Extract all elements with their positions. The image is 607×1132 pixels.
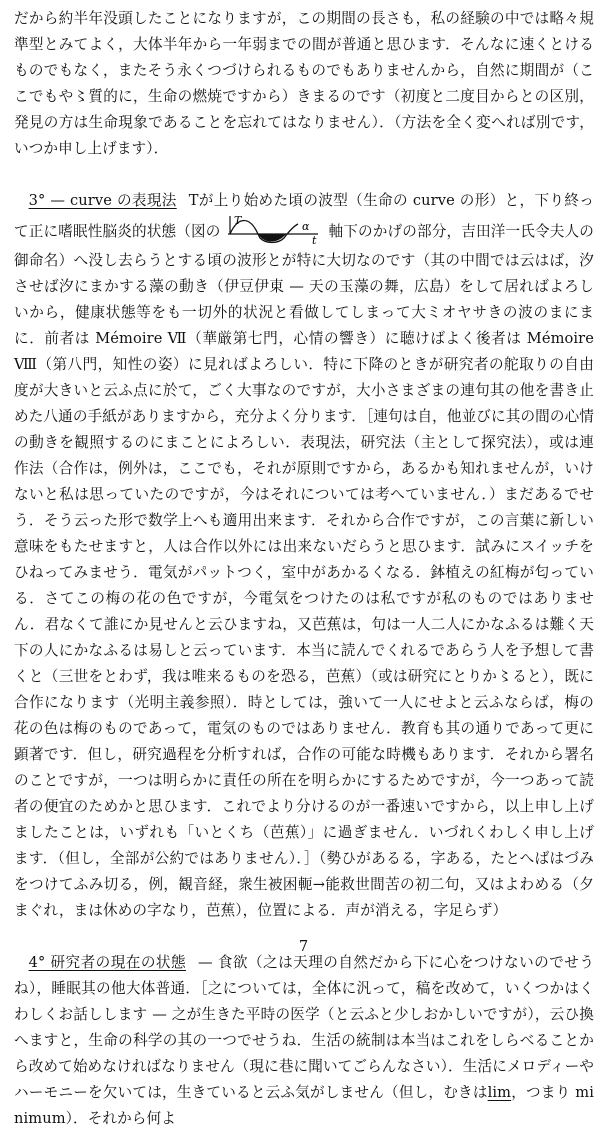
section-4-title: 4° 研究者の現在の状態 bbox=[28, 954, 187, 971]
section-4-body-end: ，つまり minimum）．それから何よ bbox=[14, 1084, 594, 1127]
lim-term: lim bbox=[487, 1084, 512, 1101]
paragraph-duration: だから約半年没頭したことになりますが，この期間の長さも，私の経験の中では略々規準型とみてよく，大体半年から一年弱までの間が普通と思ひます．そんなに速くとけるものでもなく，またそう永くつづけられるものでもありませんから，自然に期間が（ここでもや〻質的に，生命の燃焼ですから）きまるのです（初度と二度目からとの区別，発見の方は生命現象であることを忘れてはなりません）．（方法を全く変へれば別です，いつか申し上げます）． bbox=[14, 10, 594, 157]
document-page bbox=[14, 6, 594, 1132]
section-3-title: 3° — curve の表現法 bbox=[28, 192, 177, 209]
life-curve-figure bbox=[224, 214, 326, 248]
figure-label-t: t bbox=[311, 234, 317, 247]
section-3-body-text: 軸下のかげの部分，吉田洋一氏令夫人の御命名）へ没し去らうとする頃の波形とが特に大切なのです（其の中間では云はば，汐させば汐にまかする藻の動き（伊豆伊東 — 天の玉藻の舞，広島）をして居ればよろしいから，健康状態等をも一切外的状況と看做してしまって大ミオヤサきの波のまにまに．前者は Mémoire Ⅶ（華厳第七門，心情の響き）に聴けばよく後者は Mémoire Ⅷ（第八門，知性の姿）に見ればよろしい．特に下降のときが研究者の舵取りの自由度が大きいと云ふ点に於て，ごく大事なのですが，大小さまざまの連句其の他を書き止めた八通の手紙がありますから，充分よく分ります．［連句は自，他並びに其の間の心情の動きを観照するのにまことによろしい．表現法，研究法（主として探究法），或は連作法（合作は，例外は，ここでも，それが原則ですから，あるかも知れませんが，いけないと私は思っていたのですが，今はそれについては考へていません．）まだあるでせう．そう云った形で数学上へも適用出来ます．それから合作ですが，この言葉に新しい意味をもたせますと，人は合作以外には出来ないだらうと思ひます．試みにスイッチをひねってみませう．電気がパットつく，室中があかるくなる．鉢植えの紅梅が匂っている．さてこの梅の花の色ですが，今電気をつけたのは私ですが私のものではありません．君なくて誰にか見せんと云ひますね，又芭蕉は，句は一人二人にかなふるは難く天下の人にかなふるは易しと云っています．本当に読んでくれるであらう人を予想して書くと（三世をとわず，我は唯来るものを恐る，芭蕉）（或は研究にとりか〻ると），既に合作になります（光明主義参照）．時としては，強いて一人にせよと云ふならば，梅の花の色は梅のものであって，電気のものではありません．教育も其の通りであって更に顕著です．但し，研究過程を分析すれば，合作の可能な時機もあります．それから署名のことですが，一つは明らかに責任の所在を明らかにするためですが，今一つあって読者の便宜のためかと思ひます．これでより分けるのが一番速いですから，以上申し上げましたことは，いずれも「いとくち（芭蕉）」に過ぎません．いづれくわしく申し上げます．（但し，全部が公約ではありません）．］（勢ひがあるる，字ある，たとへばはづみをつけてふみ切る，例，観音経，衆生被困軛→能救世間苦の初二句，又はよわめる（夕まぐれ，まは休めの字なり，芭蕉），位置による．声が消える，字足らず） bbox=[14, 223, 594, 919]
section-4-paragraph bbox=[14, 950, 594, 1132]
section-gap bbox=[14, 162, 594, 188]
section-3-lead-text: Tが上り始めた頃の波型（生命の curve の形）と，下り終って正に嗜眠性脳炎的状態（図の bbox=[14, 192, 594, 240]
section-4-body-text: — 食欲（之は天理の自然だから下に心をつけないのでせうね），睡眠其の他大体普通．［之については，全体に汎って，稿を改めて，いくつかはくわしくお話しします — 之が生きた平時の医学（と云ふと少しおかしいですが），云ひ換へますと，生命の科学の其の一つでせうね．生活の統制は本当はこれをしらべることから改めて始めなければなりません（現に巷に聞いてごらんなさい）．生活にメロディーやハーモニーを欠いては，生きていると云ふ気がしません（但し，むきは bbox=[14, 954, 595, 1101]
page-number: 7 bbox=[298, 938, 309, 955]
figure-label-T: T bbox=[233, 214, 241, 227]
figure-label-alpha: α bbox=[301, 220, 310, 233]
section-3-paragraph bbox=[14, 188, 594, 924]
